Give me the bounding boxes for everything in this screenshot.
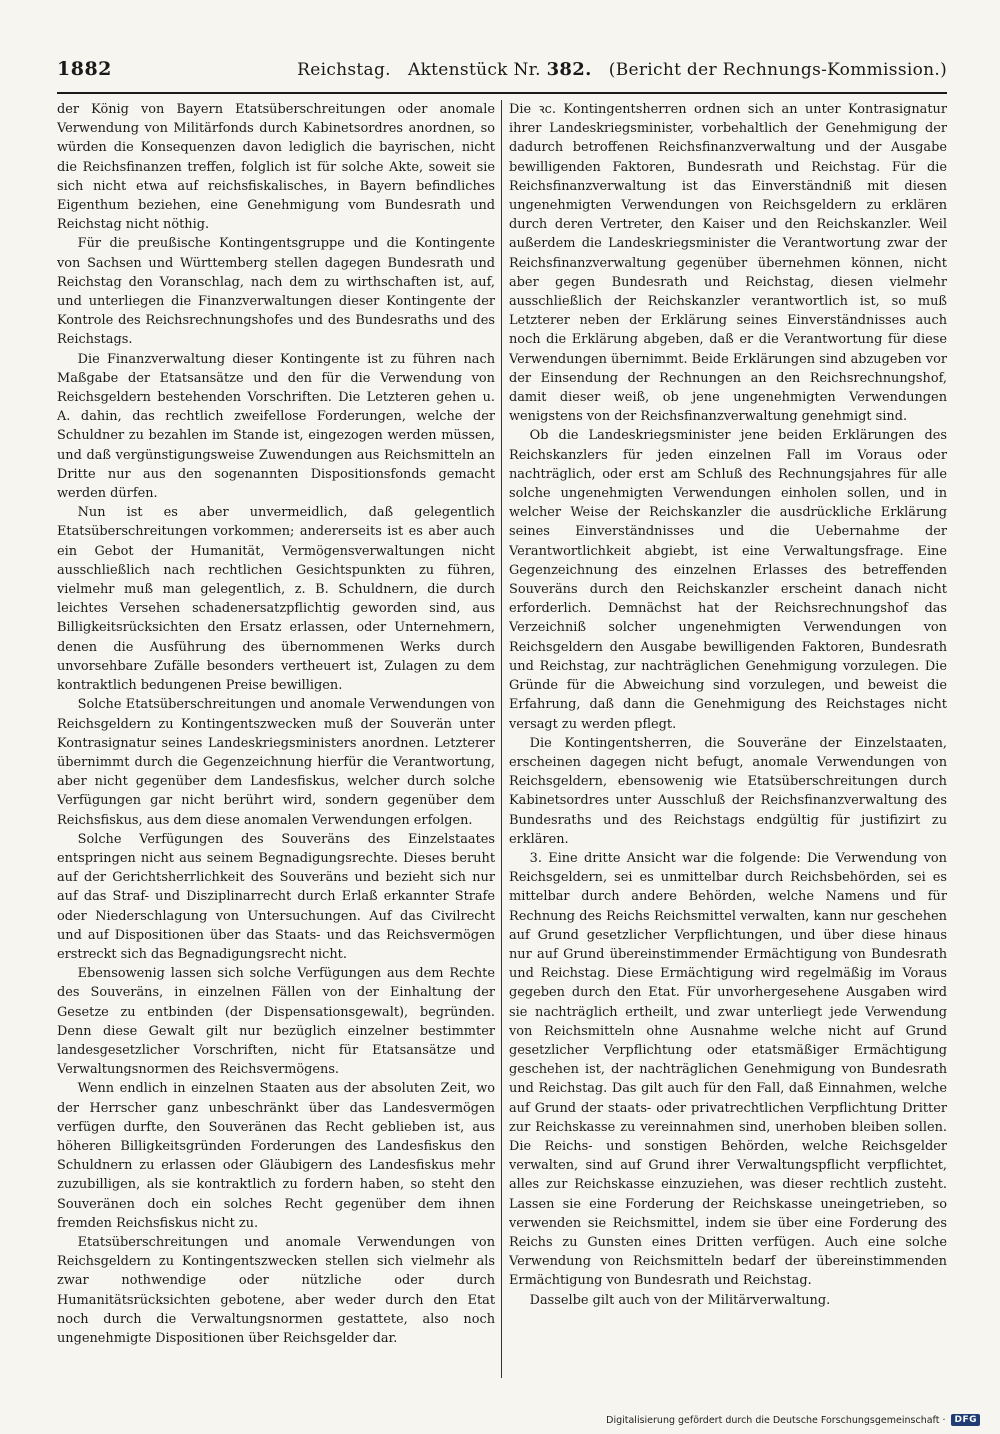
- paragraph: 3. Eine dritte Ansicht war die folgende: Die Verwendung von Reichsgeldern, sei es unmittelbar durch Reichsbehörden, sei es mittelbar durch andere Behörden, welche Namens und für Rechnung des Reichs Reichsmittel verwalten, kann nur geschehen auf Grund gesetzlicher Verpflichtungen, und über diese hinaus nur auf Grund übereinstimmender Ermächtigung von Bundesrath und Reichstag. Diese Ermächtigung wird regelmäßig im Voraus gegeben durch den Etat. Für unvorhergesehene Ausgaben wird sie nachträglich ertheilt, und zwar unterliegt jede Verwendung von Reichsmitteln ohne Ausnahme welche nicht auf Grund gesetzlicher Verpflichtung oder etatsmäßiger Ermächtigung geschehen ist, der nachträglichen Genehmigung von Bundesrath und Reichstag. Das gilt auch für den Fall, daß Einnahmen, welche auf Grund der staats- oder privatrechtlichen Verpflichtung Dritter zur Reichskasse zu vereinnahmen sind, unerhoben bleiben sollen. Die Reichs- und sonstigen Behörden, welche Reichsgelder verwalten, sind auf Grund ihrer Verwaltungspflicht verpflichtet, alles zur Reichskasse einzuziehen, was dieser rechtlich zusteht. Lassen sie eine Forderung der Reichskasse uneingetrieben, so verwenden sie Reichsmittel, indem sie über eine Forderung des Reichs zu Gunsten eines Dritten verfügen. Auch eine solche Verwendung von Reichsmitteln bedarf der übereinstimmenden Ermächtigung von Bundesrath und Reichstag.: [509, 850, 947, 1289]
- digitization-footer: [560, 1412, 980, 1428]
- left-column: [57, 100, 495, 1378]
- paragraph: Die ꝛc. Kontingentsherren ordnen sich an unter Kontrasignatur ihrer Landeskriegsminister, vorbehaltlich der Genehmigung der dadurch betroffenen Reichsfinanzverwaltung und der Ausgabe bewilligenden Faktoren, Bundesrath und Reichstag. Für die Reichsfinanzverwaltung ist das Einverständniß mit diesen ungenehmigten Verwendungen von Reichsgeldern zu erklären durch deren Vertreter, den Kaiser und den Reichskanzler. Weil außerdem die Landeskriegsminister die Verantwortung zwar der Reichsfinanzverwaltung gegenüber übernehmen können, nicht aber gegen Bundesrath und Reichstag, diesen vielmehr ausschließlich der Reichskanzler verantwortlich ist, so muß Letzterer neben der Erklärung seines Einverständnisses auch noch die Erklärung abgeben, daß er die Verantwortung für diese Verwendungen übernimmt. Beide Erklärungen sind abzugeben vor der Einsendung der Rechnungen an den Reichsrechnungshof, damit dieser weiß, ob jene ungenehmigten Verwendungen wenigstens von der Reichsfinanzverwaltung genehmigt sind.: [509, 102, 947, 425]
- paragraph: Wenn endlich in einzelnen Staaten aus der absoluten Zeit, wo der Herrscher ganz unbeschränkt über das Landesvermögen verfügen durfte, den Souveränen das Recht geblieben ist, aus höheren Billigkeitsgründen Forderungen des Landesfiskus den Schuldnern zu erlassen oder Gläubigern des Landesfiskus mehr zuzubilligen, als sie kontraktlich zu fordern haben, so steht den Souveränen doch ein solches Recht gegenüber dem ihnen fremden Reichsfiskus nicht zu.: [57, 1081, 495, 1231]
- aktenstueck-label: Aktenstück Nr.: [408, 60, 541, 80]
- right-column: [509, 100, 947, 1378]
- text-columns: [57, 100, 947, 1378]
- paragraph: Die Kontingentsherren, die Souveräne der Einzelstaaten, erscheinen dagegen nicht befugt, anomale Verwendungen von Reichsgeldern, ebensowenig wie Etatsüberschreitungen durch Kabinetsordres unter Ausschluß der Reichsfinanzverwaltung des Bundesraths und des Reichstags endgültig für justifizirt zu erklären.: [509, 735, 947, 847]
- paragraph: Etatsüberschreitungen und anomale Verwendungen von Reichsgeldern zu Kontingentszwecken stellen sich vielmehr als zwar nothwendige oder nützliche oder durch Humanitätsrücksichten gebotene, aber weder durch den Etat noch durch die Verwaltungsnormen gestattete, also noch ungenehmigte Dispositionen über Reichsgelder dar.: [57, 1234, 495, 1346]
- paragraph: Dasselbe gilt auch von der Militärverwaltung.: [529, 1292, 831, 1308]
- paragraph: Solche Verfügungen des Souveräns des Einzelstaates entspringen nicht aus seinem Begnadigungsrechte. Dieses beruht auf der Gerichtsherrlichkeit des Souveräns und bezieht sich nur auf das Straf- und Disziplinarrecht durch Erlaß erkannter Strafe oder Niederschlagung von Untersuchungen. Auf das Civilrecht und auf Dispositionen über das Staats- und das Reichsvermögen erstreckt sich das Begnadigungsrecht nicht.: [57, 831, 495, 962]
- dfg-logo: DFG: [951, 1414, 980, 1426]
- page-number: 1882: [57, 58, 112, 80]
- funding-note: Digitalisierung gefördert durch die Deutsche Forschungsgemeinschaft ·: [606, 1414, 946, 1426]
- reichstag-label: Reichstag.: [297, 60, 391, 80]
- paragraph: Für die preußische Kontingentsgruppe und die Kontingente von Sachsen und Württemberg stellen dagegen Bundesrath und Reichstag den Voranschlag, nach dem zu wirthschaften ist, auf, und unterliegen die Finanzverwaltungen dieser Kontingente der Kontrole des Reichsrechnungshofes und des Bundesraths und des Reichstags.: [57, 236, 495, 348]
- running-title: [297, 59, 947, 80]
- paragraph: Ob die Landeskriegsminister jene beiden Erklärungen des Reichskanzlers für jeden einzelnen Fall im Voraus oder nachträglich, oder erst am Schluß des Rechnungsjahres für alle solche ungenehmigten Verwendungen einholen sollen, und in welcher Weise der Reichskanzler die ausdrückliche Erklärung seines Einverständnisses und die Uebernahme der Verantwortlichkeit abgiebt, ist eine Verwaltungsfrage. Eine Gegenzeichnung des einzelnen Erlasses des betreffenden Souveräns durch den Reichskanzler erscheint danach nicht erforderlich. Demnächst hat der Reichsrechnungshof das Verzeichniß solcher ungenehmigten Verwendungen von Reichsgeldern den Ausgabe bewilligenden Faktoren, Bundesrath und Reichstag, zur nachträglichen Genehmigung vorzulegen. Die Gründe für die Abweichung sind vorzulegen, und beweist die Erfahrung, daß dann die Genehmigung des Reichstages nicht versagt zu werden pflegt.: [509, 428, 947, 732]
- paragraph: Nun ist es aber unvermeidlich, daß gelegentlich Etatsüberschreitungen vorkommen; andererseits ist es aber auch ein Gebot der Humanität, Vermögensverwaltungen nicht ausschließlich nach rechtlichen Gesichtspunkten zu führen, vielmehr muß man gelegentlich, z. B. Schuldnern, die durch leichtes Versehen schadenersatzpflichtig geworden sind, aus Billigkeitsrücksichten den Ersatz erlassen, oder Unternehmern, denen die Ausführung des übernommenen Werks durch unvorsehbare Zufälle besonders vertheuert ist, Zulagen zu dem kontraktlich bedungenen Preise bewilligen.: [57, 505, 495, 694]
- running-header: [57, 58, 947, 94]
- aktenstueck-number: 382.: [546, 59, 592, 80]
- paragraph: der König von Bayern Etatsüberschreitungen oder anomale Verwendung von Militärfonds durch Kabinetsordres anordnen, so würden die Konsequenzen davon lediglich die bayrischen, nicht die Reichsfinanzen treffen, folglich ist für solche Akte, soweit sie sich nicht etwa auf reichsfiskalisches, in Bayern befindliches Eigenthum beziehen, eine Genehmigung vom Bundesrath und Reichstag nicht nöthig.: [57, 102, 495, 233]
- paragraph: Solche Etatsüberschreitungen und anomale Verwendungen von Reichsgeldern zu Kontingentszwecken muß der Souverän unter Kontrasignatur seines Landeskriegsministers anordnen. Letzterer übernimmt durch die Gegenzeichnung hierfür die Verantwortung, aber nicht gegenüber dem Landesfiskus, welcher durch solche Verfügungen gar nicht berührt wird, sondern gegenüber dem Reichsfiskus, aus dem diese anomalen Verwendungen erfolgen.: [57, 697, 495, 828]
- paragraph: Die Finanzverwaltung dieser Kontingente ist zu führen nach Maßgabe der Etatsansätze und den für die Verwendung von Reichsgeldern bestehenden Vorschriften. Die Letzteren gehen u. A. dahin, das rechtlich zweifellose Forderungen, welche der Schuldner zu bezahlen im Stande ist, eingezogen werden müssen, und daß vergünstigungsweise Zuwendungen aus Reichsmitteln an Dritte nur aus den sogenannten Dispositionsfonds gemacht werden dürfen.: [57, 351, 495, 502]
- report-subtitle: (Bericht der Rechnungs-Kommission.): [608, 60, 947, 80]
- paragraph: Ebensowenig lassen sich solche Verfügungen aus dem Rechte des Souveräns, in einzelnen Fällen von der Einhaltung der Gesetze zu entbinden (der Dispensationsgewalt), begründen. Denn diese Gewalt gilt nur bezüglich einzelner bestimmter landesgesetzlicher Vorschriften, nicht für Etatsansätze und Verwaltungsnormen des Reichsvermögens.: [57, 966, 495, 1078]
